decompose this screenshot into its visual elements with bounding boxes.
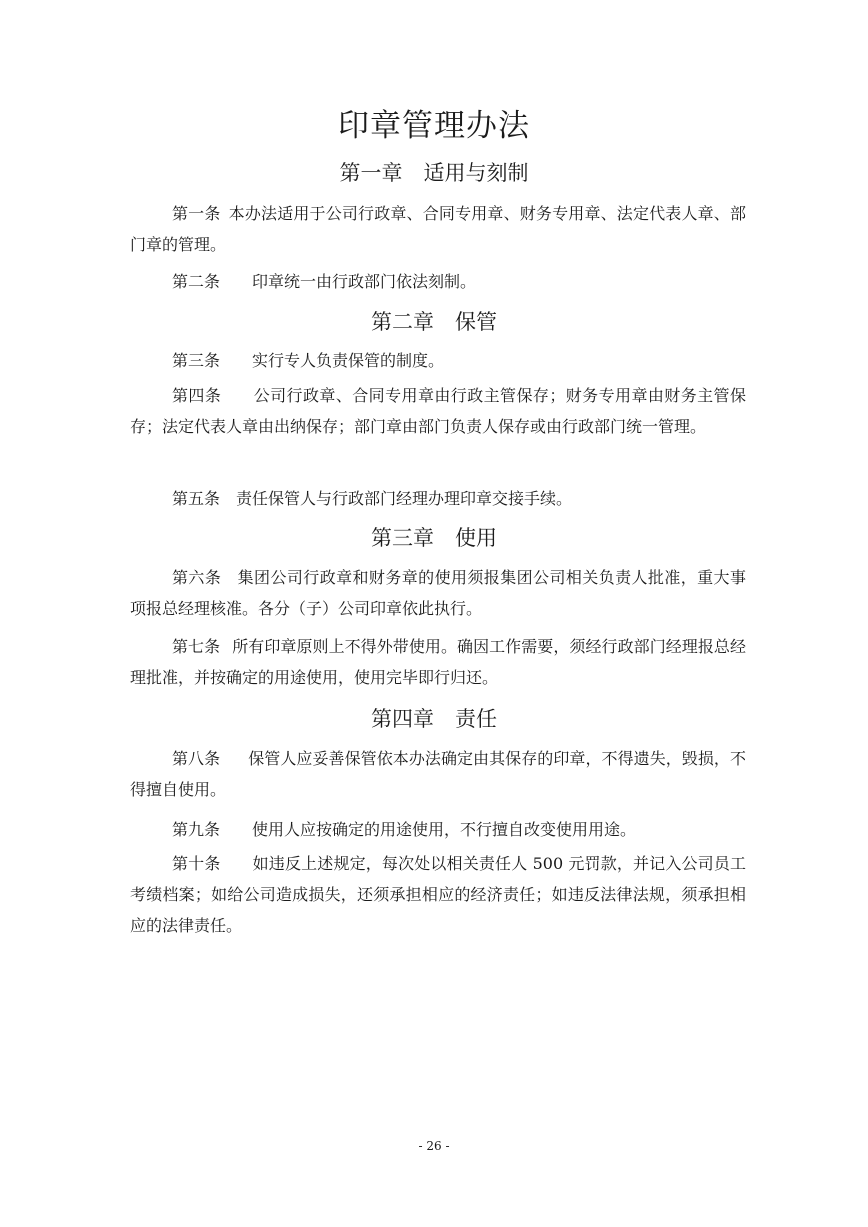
article-label: 第七条: [172, 637, 221, 656]
article-paragraph: [130, 345, 746, 376]
article-label: 第三条: [172, 351, 221, 370]
chapter-heading: 第一章 适用与刻制: [339, 161, 529, 185]
article-paragraph: [130, 743, 746, 805]
article-paragraph: [130, 814, 746, 845]
chapter-heading: 第四章 责任: [371, 707, 497, 731]
article-label: 第一条: [172, 204, 221, 223]
article-text: 集团公司行政章和财务章的使用须报集团公司相关负责人批准，重大事项报总经理核准。各分（子）公司印章依此执行。: [130, 568, 746, 618]
article-label: 第二条: [172, 272, 221, 291]
chapter-heading: 第三章 使用: [371, 526, 497, 550]
article-label: 第五条: [172, 489, 221, 508]
article-text: 保管人应妥善保管依本办法确定由其保存的印章，不得遗失，毁损，不得擅自使用。: [130, 749, 746, 799]
article-label: 第八条: [172, 749, 221, 768]
article-text: 实行专人负责保管的制度。: [252, 351, 445, 370]
page-number: - 26 -: [418, 1139, 450, 1153]
article-paragraph: [130, 483, 746, 514]
article-text: 公司行政章、合同专用章由行政主管保存；财务专用章由财务主管保存；法定代表人章由出纳保存；部门章由部门负责人保存或由行政部门统一管理。: [130, 386, 746, 436]
article-text: 责任保管人与行政部门经理办理印章交接手续。: [236, 489, 573, 508]
article-text: 本办法适用于公司行政章、合同专用章、财务专用章、法定代表人章、部门章的管理。: [130, 204, 746, 254]
article-text: 如违反上述规定，每次处以相关责任人 500 元罚款，并记入公司员工考绩档案；如给公司造成损失，还须承担相应的经济责任；如违反法律法规，须承担相应的法律责任。: [130, 854, 746, 935]
article-paragraph: [130, 562, 746, 624]
article-paragraph: [130, 380, 746, 442]
article-paragraph: [130, 266, 746, 297]
chapter-heading: 第二章 保管: [371, 310, 497, 334]
article-paragraph: [130, 631, 746, 693]
article-text: 使用人应按确定的用途使用，不行擅自改变使用用途。: [252, 820, 637, 839]
article-label: 第十条: [172, 854, 221, 873]
article-paragraph: [130, 198, 746, 260]
article-text: 所有印章原则上不得外带使用。确因工作需要，须经行政部门经理报总经理批准，并按确定的用途使用，使用完毕即行归还。: [130, 637, 746, 687]
document-title: 印章管理办法: [338, 108, 530, 144]
article-label: 第六条: [172, 568, 222, 587]
article-text: 印章统一由行政部门依法刻制。: [252, 272, 477, 291]
article-paragraph: [130, 848, 746, 941]
article-label: 第九条: [172, 820, 221, 839]
article-label: 第四条: [172, 386, 222, 405]
